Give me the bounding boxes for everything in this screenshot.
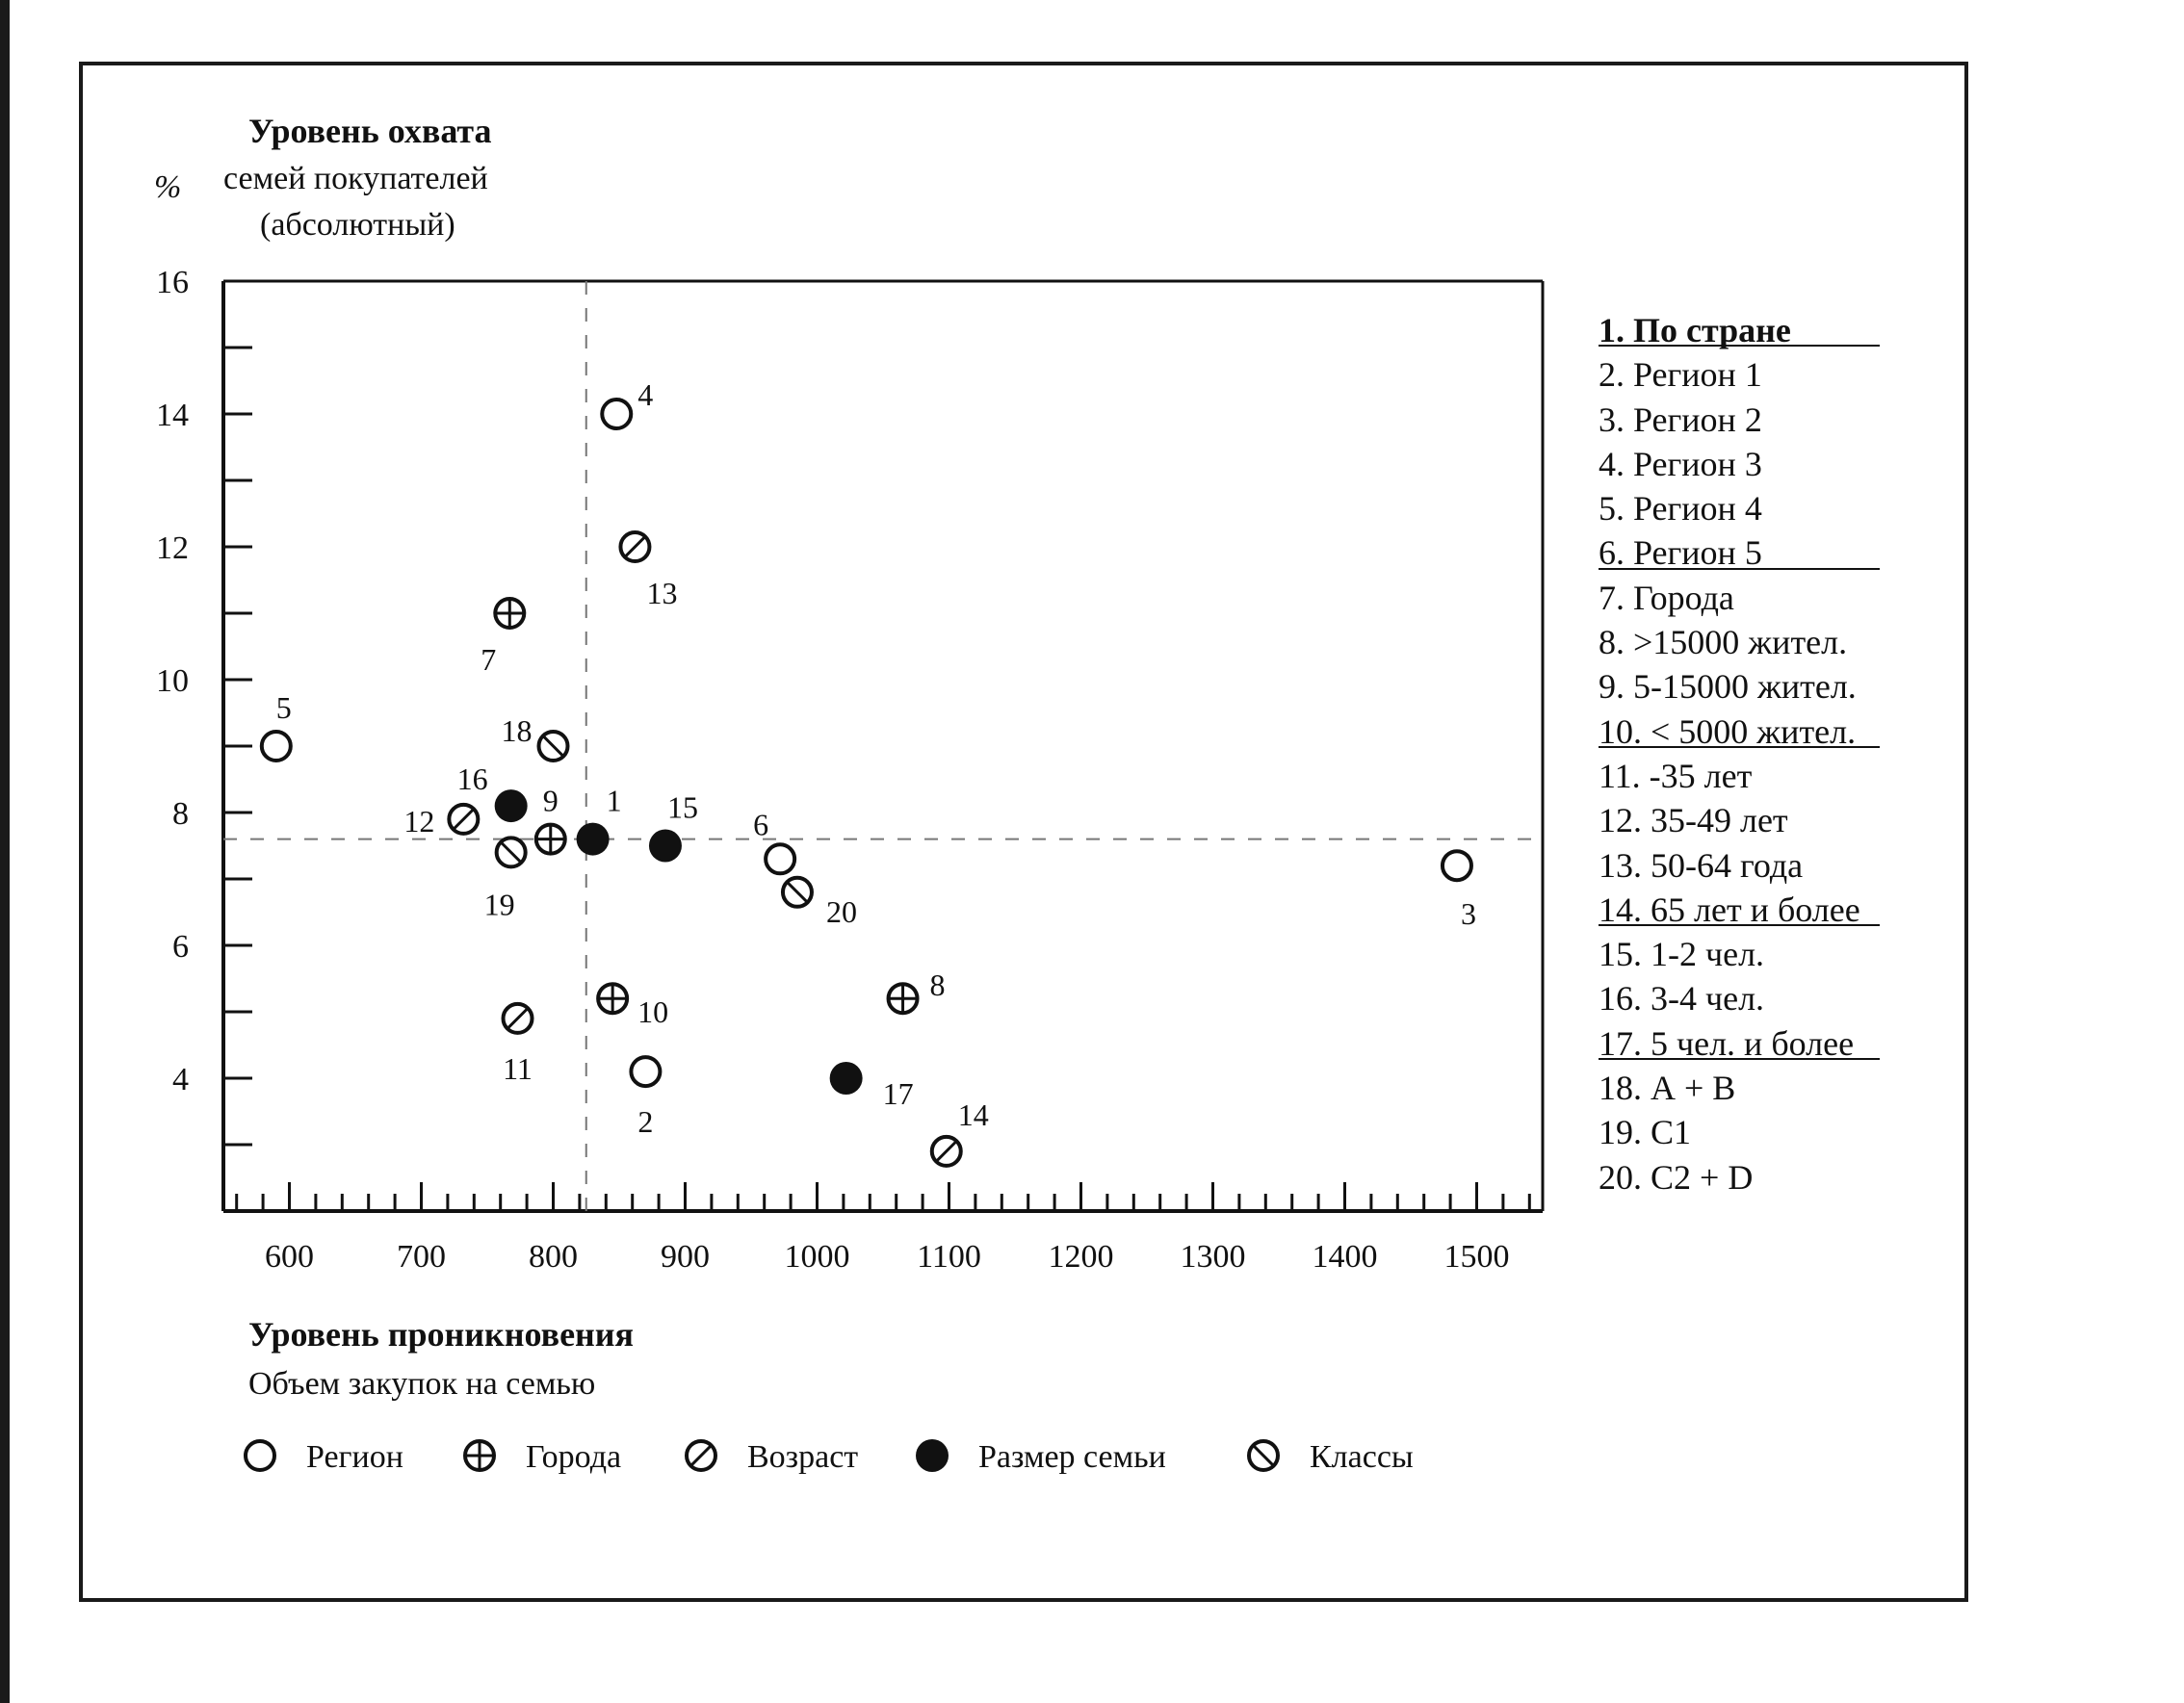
marker-ring: [246, 1441, 274, 1470]
marker-ring: [1443, 851, 1471, 880]
y-title-line3: (абсолютный): [260, 207, 455, 243]
data-point-20: [783, 878, 812, 907]
point-label-1: 1: [606, 783, 622, 818]
data-point-4: [602, 400, 631, 428]
point-label-5: 5: [275, 690, 292, 725]
data-point-5: [262, 732, 291, 761]
series-list-item: 4. Регион 3: [1599, 444, 1762, 483]
series-list-item: 19. С1: [1599, 1113, 1692, 1152]
x-title-bold: Уровень проникновения: [248, 1315, 635, 1354]
legend-label-city: Города: [526, 1439, 622, 1475]
y-tick-label: 6: [172, 929, 189, 965]
point-label-19: 19: [483, 887, 515, 922]
legend-marker-family: [916, 1439, 949, 1472]
series-list-item: 17. 5 чел. и более: [1599, 1021, 1860, 1066]
point-label-17: 17: [882, 1076, 914, 1111]
point-label-12: 12: [403, 803, 435, 839]
point-label-3: 3: [1460, 896, 1476, 932]
series-list-item: 5. Регион 4: [1599, 489, 1762, 529]
series-list-item: 13. 50-64 года: [1599, 845, 1804, 885]
x-tick-label: 1000: [784, 1239, 850, 1275]
series-list-item: 15. 1-2 чел.: [1599, 935, 1765, 974]
series-list-item: 1. По стране: [1599, 308, 1860, 352]
data-point-13: [620, 532, 649, 561]
x-title-line2: Объем закупок на семью: [248, 1366, 596, 1402]
y-tick-label: 4: [172, 1062, 189, 1097]
data-point-11: [504, 1004, 533, 1033]
series-list-item: 3. Регион 2: [1599, 400, 1762, 439]
data-point-3: [1443, 851, 1471, 880]
data-point-7: [495, 599, 524, 628]
legend-marker-region: [246, 1441, 274, 1470]
marker-dot: [830, 1062, 863, 1095]
series-list-item: 8. >15000 жител.: [1599, 623, 1848, 662]
marker-legend: [246, 1439, 1414, 1475]
series-list-item: 12. 35-49 лет: [1599, 801, 1788, 840]
point-label-4: 4: [637, 377, 654, 412]
series-list-item: 9. 5-15000 жител.: [1599, 667, 1857, 707]
series-list: [1599, 308, 1860, 1200]
series-list-item: 11. -35 лет: [1599, 756, 1753, 795]
marker-dot: [649, 830, 682, 863]
x-tick-label: 1300: [1180, 1239, 1246, 1275]
legend-marker-class: [1249, 1441, 1278, 1470]
x-tick-label: 800: [529, 1239, 578, 1275]
series-list-item: 18. А + В: [1599, 1069, 1736, 1108]
point-label-7: 7: [481, 642, 497, 677]
data-point-19: [497, 838, 526, 866]
y-tick-label: 14: [156, 398, 189, 433]
x-tick-label: 1500: [1443, 1239, 1510, 1275]
point-label-18: 18: [501, 713, 533, 748]
series-list-item: 7. Города: [1599, 578, 1734, 617]
point-label-10: 10: [637, 994, 669, 1030]
point-label-14: 14: [957, 1097, 989, 1132]
legend-label-class: Классы: [1310, 1439, 1414, 1475]
data-point-9: [536, 825, 565, 854]
x-tick-label: 1200: [1048, 1239, 1114, 1275]
point-label-16: 16: [456, 761, 488, 797]
x-tick-label: 600: [265, 1239, 314, 1275]
marker-ring: [262, 732, 291, 761]
x-tick-label: 900: [661, 1239, 710, 1275]
x-tick-label: 700: [397, 1239, 446, 1275]
point-label-13: 13: [646, 576, 678, 610]
legend-marker-city: [465, 1441, 494, 1470]
y-unit: %: [154, 169, 182, 205]
data-point-17: [830, 1062, 863, 1095]
marker-ring: [602, 400, 631, 428]
point-label-6: 6: [753, 807, 769, 842]
marker-dot: [577, 823, 610, 856]
series-list-item: 16. 3-4 чел.: [1599, 979, 1765, 1019]
y-title-line2: семей покупателей: [223, 161, 488, 196]
plot-area: [156, 265, 1543, 1275]
point-label-20: 20: [825, 893, 857, 929]
data-point-8: [889, 984, 918, 1013]
point-label-8: 8: [929, 968, 946, 1003]
legend-label-region: Регион: [306, 1439, 403, 1475]
series-list-item: 2. Регион 1: [1599, 355, 1762, 395]
legend-marker-age: [687, 1441, 715, 1470]
data-point-10: [598, 984, 627, 1013]
data-point-18: [539, 732, 568, 761]
data-point-6: [766, 844, 794, 873]
point-label-15: 15: [666, 789, 698, 825]
marker-dot: [495, 789, 528, 822]
series-list-item: 10. < 5000 жител.: [1599, 710, 1860, 754]
y-tick-label: 8: [172, 796, 189, 832]
x-tick-label: 1100: [917, 1239, 981, 1275]
y-tick-label: 12: [156, 530, 189, 566]
marker-ring: [631, 1057, 660, 1086]
data-point-14: [932, 1137, 961, 1166]
y-tick-label: 10: [156, 663, 189, 699]
marker-ring: [766, 844, 794, 873]
x-tick-label: 1400: [1312, 1239, 1378, 1275]
series-list-item: 14. 65 лет и более: [1599, 888, 1860, 932]
data-point-2: [631, 1057, 660, 1086]
point-label-9: 9: [542, 783, 559, 818]
data-point-16: [495, 789, 528, 822]
data-point-15: [649, 830, 682, 863]
y-title-bold: Уровень охвата: [248, 112, 492, 150]
point-label-11: 11: [503, 1050, 533, 1086]
point-label-2: 2: [637, 1104, 654, 1140]
legend-label-family: Размер семьи: [978, 1439, 1166, 1475]
legend-label-age: Возраст: [747, 1439, 859, 1475]
series-list-item: 6. Регион 5: [1599, 530, 1860, 575]
marker-dot: [916, 1439, 949, 1472]
data-point-12: [449, 805, 478, 834]
data-point-1: [577, 823, 610, 856]
y-tick-label: 16: [156, 265, 189, 300]
series-list-item: 20. С2 + D: [1599, 1157, 1754, 1197]
